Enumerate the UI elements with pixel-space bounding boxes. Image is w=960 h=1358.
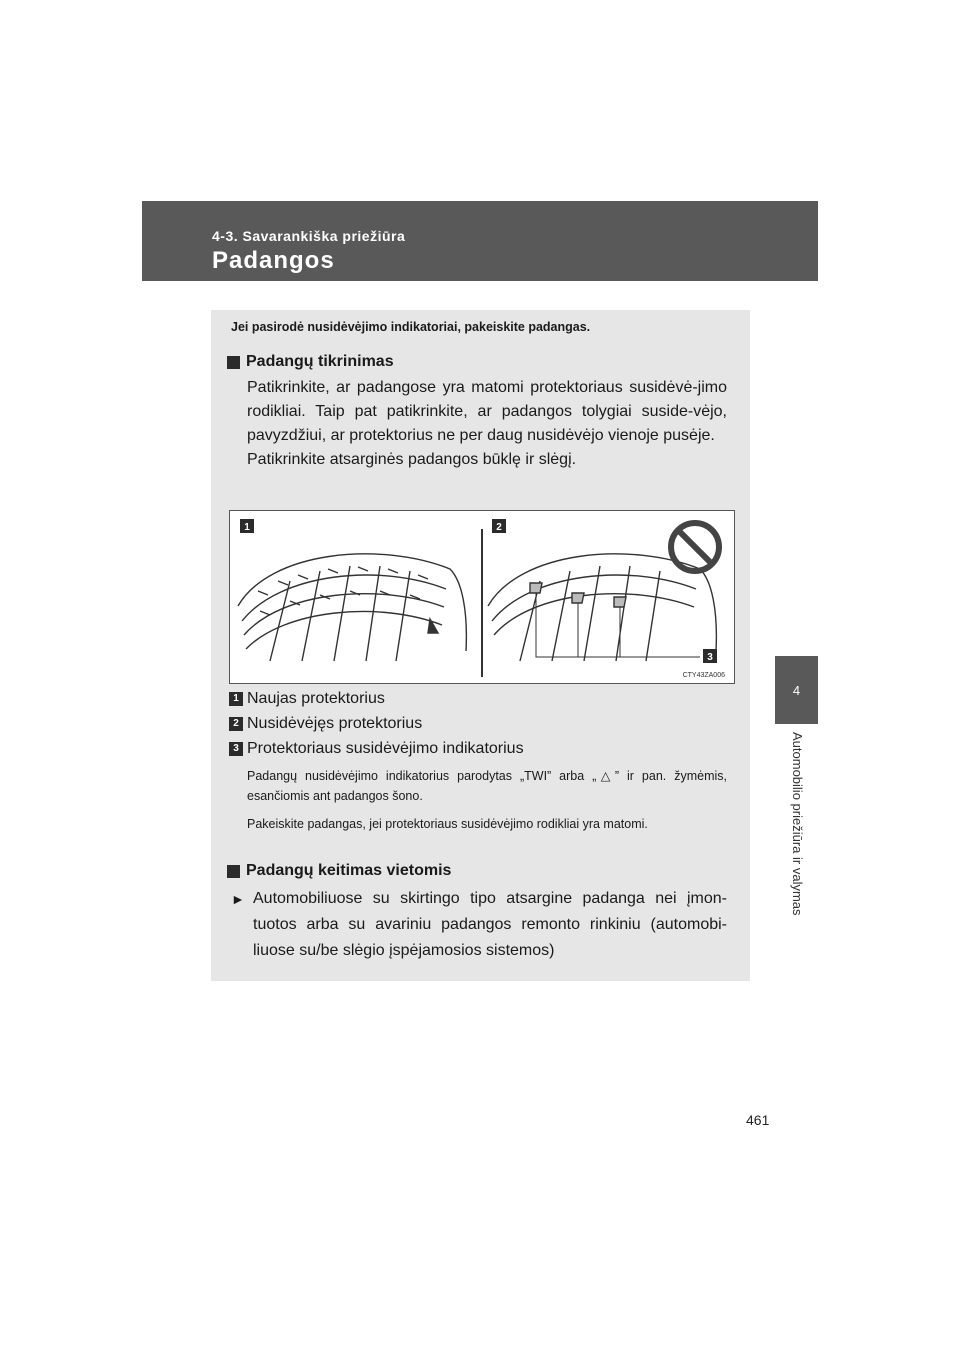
tread-illustration: [229, 510, 735, 684]
heading-tire-rotation: [227, 862, 451, 880]
heading-tire-check: [227, 353, 394, 371]
legend-item-2: [229, 715, 422, 733]
legend-label-3: Protektoriaus susidėvėjimo indikatorius: [247, 740, 524, 757]
chapter-number: 4: [792, 682, 801, 698]
callout-2-label: 2: [496, 522, 502, 533]
callout-3-label: 3: [707, 652, 713, 663]
tire-check-text: [247, 376, 727, 472]
heading-tire-check-label: Padangų tikrinimas: [246, 353, 394, 370]
legend-badge-2: 2: [229, 717, 243, 731]
figure-code: CTY43ZA006: [682, 672, 725, 679]
section-header: [142, 201, 818, 281]
legend-item-1: [229, 690, 385, 708]
square-bullet-icon: [227, 356, 240, 369]
legend-badge-3: 3: [229, 742, 243, 756]
callout-2-badge: [492, 519, 506, 533]
legend-item-3: [229, 740, 524, 758]
callout-1-badge: [240, 519, 254, 533]
note-replace: Pakeiskite padangas, jei protektoriaus susidėvėjimo rodikliai yra matomi.: [247, 817, 648, 831]
heading-tire-rotation-label: Padangų keitimas vietomis: [246, 862, 452, 879]
rotation-bullet: [231, 886, 727, 964]
tire-check-paragraph: Patikrinkite, ar padangose yra matomi protektoriaus susidėvė-jimo rodikliai. Taip pat patikrinkite, ar padangos tolygiai suside-vėjo, pavyzdžiui, ar protektorius ne per daug nusidėvėjo vienoje pusėje.: [247, 379, 727, 444]
section-label: 4-3. Savarankiška priežiūra: [212, 228, 406, 244]
legend-label-2: Nusidėvėjęs protektorius: [247, 715, 423, 732]
tread-illustration-svg: [230, 511, 734, 683]
page-title: Padangos: [212, 247, 335, 274]
legend-badge-1: 1: [229, 692, 243, 706]
triangle-right-icon: ►: [231, 891, 245, 907]
square-bullet-icon: [227, 865, 240, 878]
callout-1-label: 1: [244, 522, 250, 533]
spare-tire-paragraph: Patikrinkite atsarginės padangos būklę ir slėgį.: [247, 451, 577, 468]
intro-text: Jei pasirodė nusidėvėjimo indikatoriai, pakeiskite padangas.: [231, 320, 591, 334]
content-panel: [211, 310, 750, 981]
chapter-tab: [775, 656, 818, 724]
rotation-bullet-text: Automobiliuose su skirtingo tipo atsargine padanga nei įmon-tuotos arba su avariniu padangos remonto rinkiniu (automobi-liuose su/be slėgio įspėjamosios sistemos): [253, 890, 727, 959]
legend-label-1: Naujas protektorius: [247, 690, 385, 707]
page-number: 461: [746, 1112, 770, 1128]
note-twi: Padangų nusidėvėjimo indikatorius parodytas „TWI” arba „△” ir pan. žymėmis, esančiomis ant padangos šono.: [247, 769, 727, 803]
new-tire-drawing: [238, 554, 466, 661]
prohibited-icon: [671, 523, 719, 571]
chapter-title: Automobilio priežiūra ir valymas: [790, 732, 805, 916]
callout-3-badge: [703, 649, 717, 663]
